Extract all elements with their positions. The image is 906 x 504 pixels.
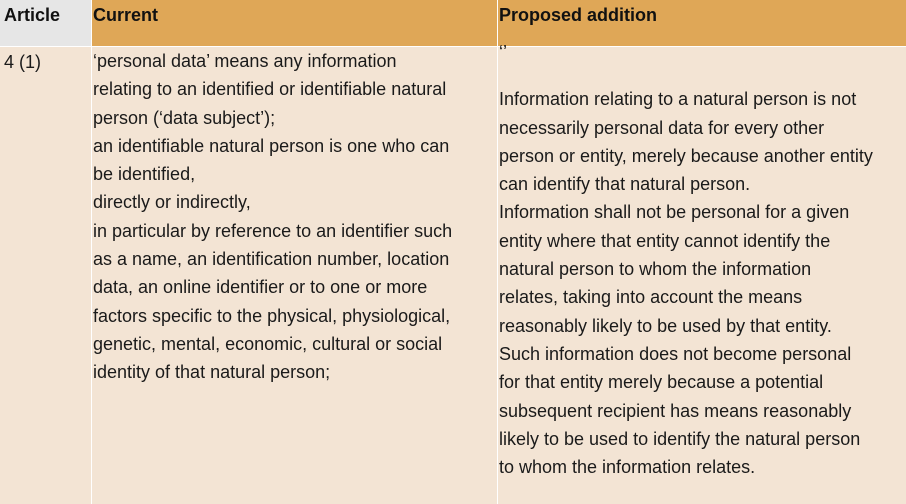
proposed-line: Such information does not become personal <box>499 343 852 364</box>
proposed-line: relates, taking into account the means <box>499 287 803 308</box>
current-line: identity of that natural person; <box>93 362 331 383</box>
proposed-line: entity where that entity cannot identify the <box>499 230 831 251</box>
current-text <box>93 47 493 387</box>
proposed-line: to whom the information relates. <box>499 457 756 478</box>
current-line: an identifiable natural person is one who can <box>93 135 450 156</box>
current-line: as a name, an identification number, location <box>93 249 450 270</box>
proposed-line: for that entity merely because a potential <box>499 372 824 393</box>
header-proposed: Proposed addition <box>499 5 658 25</box>
header-article-cell <box>0 0 91 46</box>
article-number: 4 (1) <box>4 52 42 72</box>
current-line: relating to an identified or identifiable natural <box>93 79 447 100</box>
current-line: ‘personal data’ means any information <box>93 51 397 71</box>
current-line: in particular by reference to an identifier such <box>93 220 453 241</box>
header-current-cell <box>92 0 497 46</box>
proposed-line: necessarily personal data for every other <box>499 117 825 138</box>
proposed-cell <box>498 42 906 504</box>
current-line: person (‘data subject’); <box>93 107 276 128</box>
quote-mark: ‘’ <box>499 42 507 62</box>
proposed-line: Information relating to a natural person is not <box>499 89 857 110</box>
proposed-line: can identify that natural person. <box>499 174 751 195</box>
article-cell <box>0 47 91 504</box>
proposed-line: natural person to whom the information <box>499 259 812 280</box>
current-line: data, an online identifier or to one or more <box>93 277 428 298</box>
current-line: directly or indirectly, <box>93 192 251 213</box>
current-cell <box>92 47 497 504</box>
current-line: be identified, <box>93 164 196 185</box>
proposed-line: person or entity, merely because another entity <box>499 145 873 166</box>
header-article: Article <box>4 5 61 25</box>
proposed-line: likely to be used to identify the natural person <box>499 428 861 449</box>
proposed-line: subsequent recipient has means reasonably <box>499 400 852 421</box>
proposed-line: Information shall not be personal for a given <box>499 202 850 223</box>
header-current: Current <box>93 5 159 25</box>
current-line: genetic, mental, economic, cultural or social <box>93 333 443 354</box>
proposed-text <box>499 42 905 481</box>
proposed-line: reasonably likely to be used by that entity. <box>499 315 832 336</box>
current-line: factors specific to the physical, physiological, <box>93 305 451 326</box>
spacer <box>499 66 905 85</box>
